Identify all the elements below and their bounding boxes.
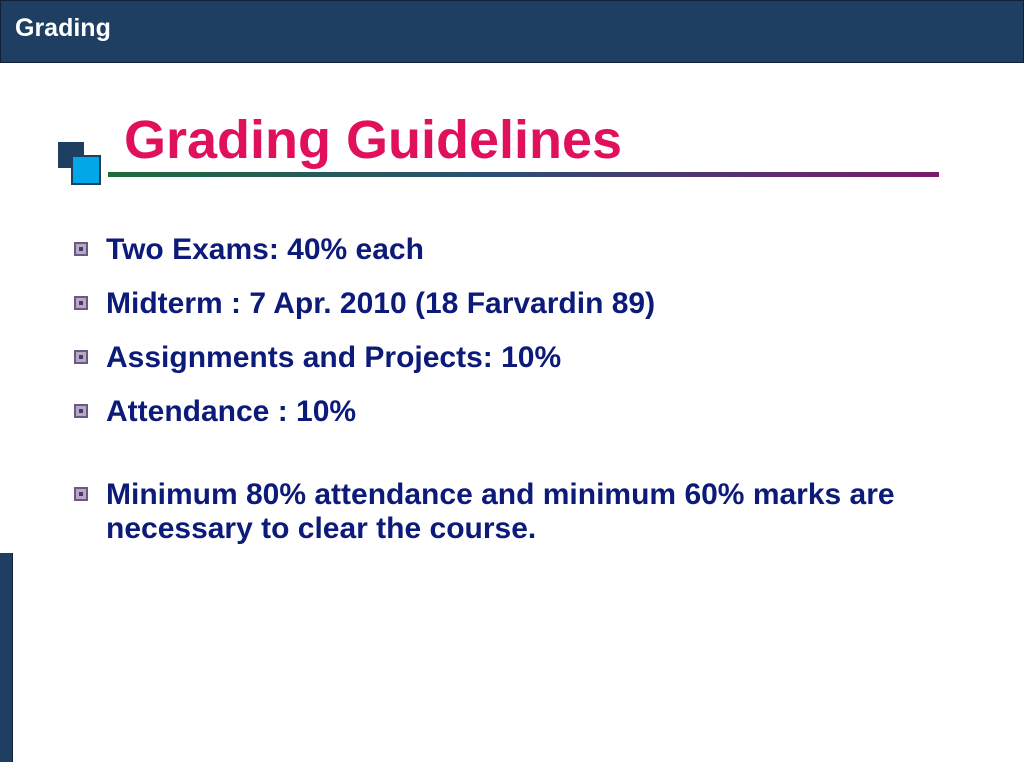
light-square	[71, 155, 101, 185]
square-bullet-icon	[74, 404, 88, 418]
bullet-text: Two Exams: 40% each	[106, 233, 424, 266]
header-bar	[0, 0, 1024, 63]
square-bullet-icon	[74, 242, 88, 256]
list-item	[74, 395, 976, 429]
bullet-text: Attendance : 10%	[106, 395, 357, 428]
square-bullet-icon	[74, 350, 88, 364]
list-item	[74, 341, 976, 375]
bullet-text: Minimum 80% attendance and minimum 60% marks are necessary to clear the course.	[106, 478, 895, 545]
title-underline	[108, 172, 939, 177]
square-bullet-icon	[74, 487, 88, 501]
bullet-text: Midterm : 7 Apr. 2010 (18 Farvardin 89)	[106, 287, 656, 320]
bullet-text: Assignments and Projects: 10%	[106, 341, 562, 374]
square-bullet-icon	[74, 296, 88, 310]
overlapping-squares-icon	[57, 141, 101, 183]
list-item	[74, 287, 976, 321]
list-item	[74, 233, 976, 267]
header-title: Grading	[15, 14, 111, 42]
left-decor-strip	[0, 553, 13, 762]
slide-title: Grading Guidelines	[124, 110, 623, 170]
list-item	[74, 478, 976, 546]
